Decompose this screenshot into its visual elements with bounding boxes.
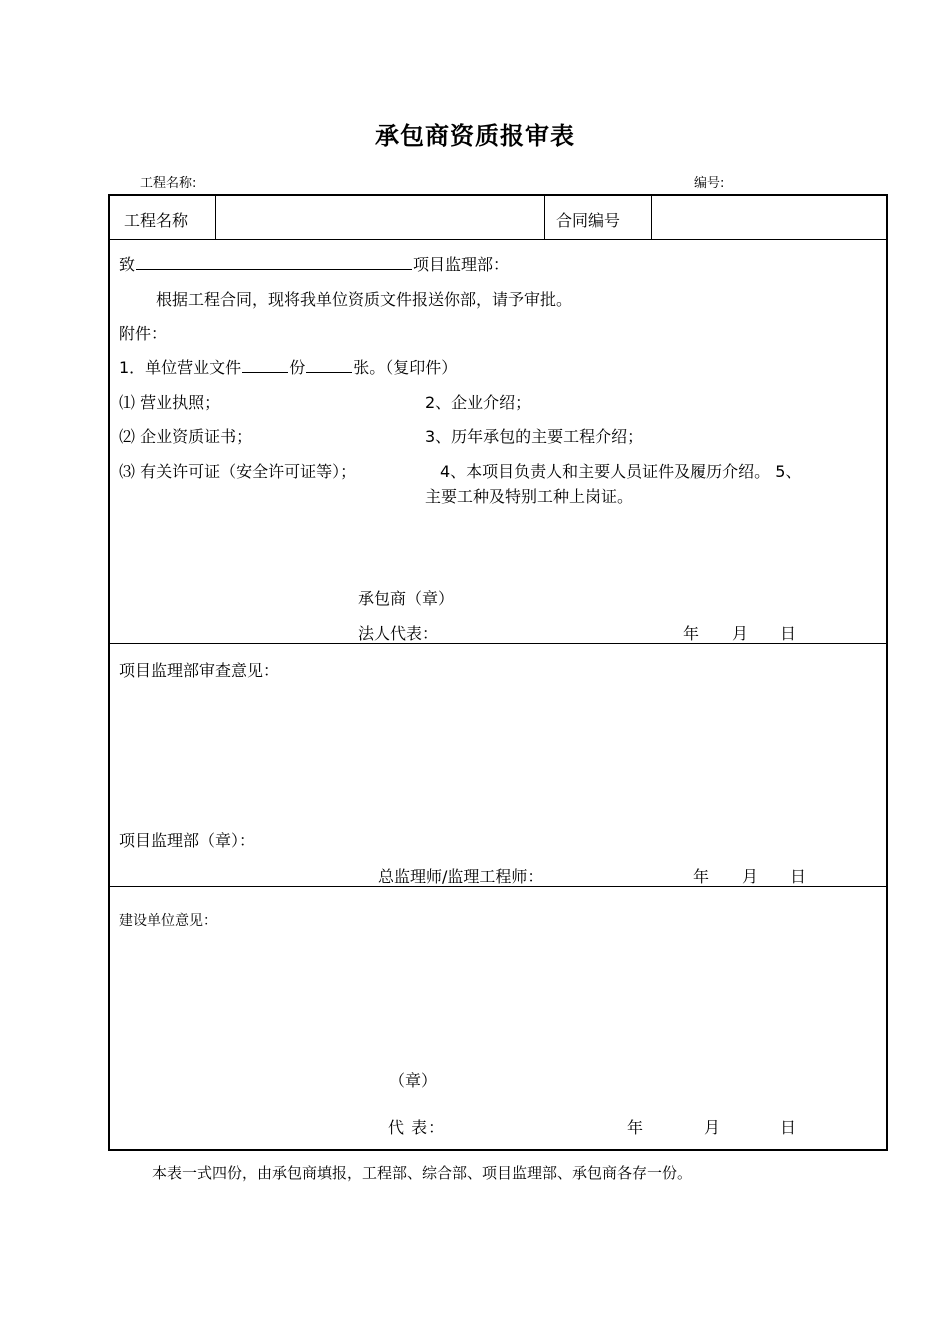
client-seal: （章） xyxy=(389,1071,438,1090)
copies-blank[interactable] xyxy=(242,356,288,373)
contract-no-field[interactable] xyxy=(658,208,878,230)
sub-item-1: ⑴ 营业执照； xyxy=(119,393,221,412)
date-month: 月 xyxy=(732,624,749,643)
date-year: 年 xyxy=(627,1118,644,1137)
header-divider xyxy=(651,196,652,239)
chief-engineer-label: 总监理师/监理工程师： xyxy=(378,867,544,886)
intro-text: 根据工程合同，现将我单位资质文件报送你部，请予审批。 xyxy=(156,290,573,309)
footer-note: 本表一式四份，由承包商填报，工程部、综合部、项目监理部、承包商各存一份。 xyxy=(152,1164,693,1182)
client-opinion-label: 建设单位意见： xyxy=(119,913,217,929)
header-divider xyxy=(215,196,216,239)
date-day: 日 xyxy=(780,624,797,643)
supervision-opinion-label: 项目监理部审查意见： xyxy=(119,661,280,680)
item1-text-b: 份 xyxy=(289,358,306,377)
supervision-seal: 项目监理部（章）： xyxy=(119,831,256,850)
contract-no-label: 合同编号 xyxy=(556,211,621,230)
date-year: 年 xyxy=(693,867,710,886)
date-day: 日 xyxy=(790,867,807,886)
item1-text-c: 张。（复印件） xyxy=(353,358,458,377)
attachments-label: 附件： xyxy=(119,324,168,343)
sub-item-3: ⑶ 有关许可证（安全许可证等）； xyxy=(119,462,357,481)
number-meta-label: 编号: xyxy=(694,176,725,191)
form-title: 承包商资质报审表 xyxy=(375,122,575,150)
supervision-dept-blank[interactable] xyxy=(136,253,412,270)
header-divider xyxy=(544,196,545,239)
row-divider xyxy=(110,239,886,240)
attachment-item-4-line2: 主要工种及特别工种上岗证。 xyxy=(425,487,634,506)
row-divider xyxy=(110,886,886,887)
legal-rep-label: 法人代表： xyxy=(358,624,439,643)
sub-item-2: ⑵ 企业资质证书； xyxy=(119,427,253,446)
project-name-label: 工程名称 xyxy=(124,211,189,230)
sheets-blank[interactable] xyxy=(306,356,352,373)
to-prefix: 致 xyxy=(119,255,136,274)
date-day: 日 xyxy=(780,1118,797,1137)
qualification-form-table xyxy=(108,194,888,1151)
item1-text-a: 1．单位营业文件 xyxy=(119,358,242,377)
addressee-line xyxy=(119,252,509,275)
row-divider xyxy=(110,643,886,644)
contractor-seal: 承包商（章） xyxy=(358,589,455,608)
date-month: 月 xyxy=(742,867,759,886)
attachment-item-2: 2、企业介绍； xyxy=(425,393,532,412)
project-name-meta-label: 工程名称: xyxy=(140,176,197,191)
date-year: 年 xyxy=(683,624,700,643)
to-suffix: 项目监理部： xyxy=(413,255,510,274)
project-name-field[interactable] xyxy=(222,208,538,230)
attachment-item-3: 3、历年承包的主要工程介绍； xyxy=(425,427,644,446)
representative-label: 代 表： xyxy=(388,1118,446,1137)
date-month: 月 xyxy=(704,1118,721,1137)
attachment-item-4-line1: 4、本项目负责人和主要人员证件及履历介绍。 5、 xyxy=(440,462,802,481)
attachment-item-1 xyxy=(119,355,457,378)
